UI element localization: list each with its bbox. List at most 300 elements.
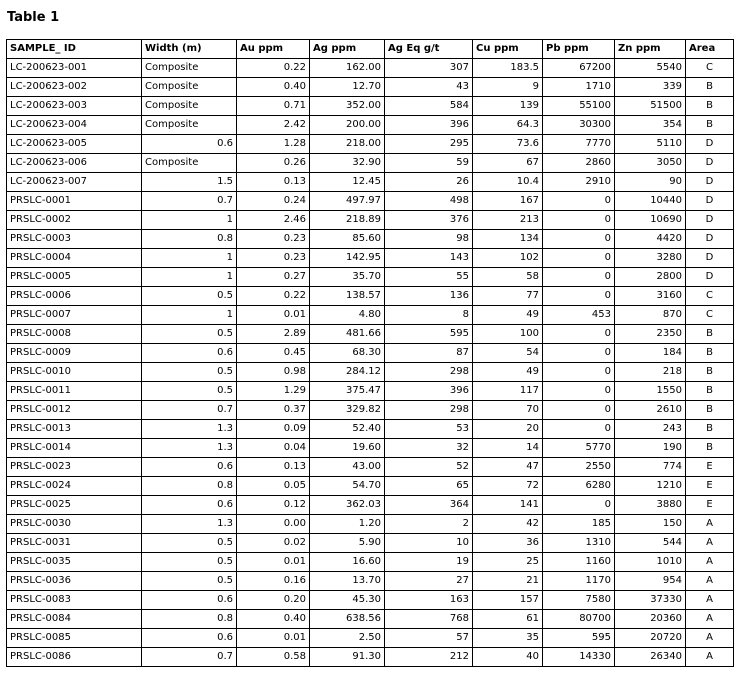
cell-pb-ppm: 0 [543, 211, 615, 230]
cell-au-ppm: 1.28 [237, 135, 310, 154]
column-header-cu-ppm: Cu ppm [473, 40, 543, 59]
cell-zn-ppm: 3880 [615, 496, 686, 515]
cell-pb-ppm: 0 [543, 363, 615, 382]
cell-ag-eq-gt: 595 [385, 325, 473, 344]
cell-zn-ppm: 2350 [615, 325, 686, 344]
cell-ag-ppm: 43.00 [310, 458, 385, 477]
table-row [7, 420, 734, 439]
cell-width-m: 0.7 [142, 401, 237, 420]
table-row [7, 477, 734, 496]
cell-ag-ppm: 142.95 [310, 249, 385, 268]
cell-au-ppm: 0.40 [237, 78, 310, 97]
cell-sample-id: PRSLC-0013 [7, 420, 142, 439]
cell-ag-ppm: 138.57 [310, 287, 385, 306]
cell-area: B [686, 420, 734, 439]
cell-width-m: 0.5 [142, 287, 237, 306]
column-header-zn-ppm: Zn ppm [615, 40, 686, 59]
table-row [7, 515, 734, 534]
cell-sample-id: PRSLC-0012 [7, 401, 142, 420]
cell-cu-ppm: 167 [473, 192, 543, 211]
cell-width-m: 0.8 [142, 477, 237, 496]
cell-zn-ppm: 10440 [615, 192, 686, 211]
cell-ag-ppm: 45.30 [310, 591, 385, 610]
cell-cu-ppm: 49 [473, 363, 543, 382]
cell-zn-ppm: 544 [615, 534, 686, 553]
cell-au-ppm: 2.89 [237, 325, 310, 344]
cell-ag-eq-gt: 768 [385, 610, 473, 629]
cell-au-ppm: 0.12 [237, 496, 310, 515]
cell-sample-id: PRSLC-0009 [7, 344, 142, 363]
cell-cu-ppm: 21 [473, 572, 543, 591]
cell-sample-id: PRSLC-0002 [7, 211, 142, 230]
cell-pb-ppm: 0 [543, 287, 615, 306]
cell-sample-id: PRSLC-0036 [7, 572, 142, 591]
cell-width-m: 0.6 [142, 629, 237, 648]
cell-width-m: 0.5 [142, 553, 237, 572]
cell-ag-ppm: 638.56 [310, 610, 385, 629]
cell-area: B [686, 363, 734, 382]
table-row [7, 135, 734, 154]
cell-sample-id: PRSLC-0006 [7, 287, 142, 306]
cell-area: D [686, 192, 734, 211]
cell-au-ppm: 0.13 [237, 458, 310, 477]
cell-zn-ppm: 1010 [615, 553, 686, 572]
cell-pb-ppm: 6280 [543, 477, 615, 496]
cell-cu-ppm: 58 [473, 268, 543, 287]
cell-au-ppm: 0.09 [237, 420, 310, 439]
column-header-sample-id: SAMPLE_ ID [7, 40, 142, 59]
cell-zn-ppm: 10690 [615, 211, 686, 230]
cell-area: E [686, 496, 734, 515]
cell-ag-ppm: 200.00 [310, 116, 385, 135]
cell-pb-ppm: 185 [543, 515, 615, 534]
cell-area: D [686, 173, 734, 192]
cell-sample-id: LC-200623-003 [7, 97, 142, 116]
cell-au-ppm: 0.04 [237, 439, 310, 458]
cell-area: D [686, 249, 734, 268]
cell-cu-ppm: 70 [473, 401, 543, 420]
cell-pb-ppm: 55100 [543, 97, 615, 116]
cell-area: D [686, 211, 734, 230]
cell-pb-ppm: 0 [543, 401, 615, 420]
cell-zn-ppm: 774 [615, 458, 686, 477]
table-row [7, 173, 734, 192]
cell-ag-eq-gt: 19 [385, 553, 473, 572]
cell-sample-id: PRSLC-0001 [7, 192, 142, 211]
cell-width-m: 1.3 [142, 515, 237, 534]
cell-cu-ppm: 42 [473, 515, 543, 534]
cell-width-m: 0.5 [142, 534, 237, 553]
cell-cu-ppm: 117 [473, 382, 543, 401]
cell-ag-ppm: 497.97 [310, 192, 385, 211]
cell-width-m: Composite [142, 97, 237, 116]
table-row [7, 192, 734, 211]
cell-ag-eq-gt: 53 [385, 420, 473, 439]
cell-area: A [686, 610, 734, 629]
table-row [7, 344, 734, 363]
cell-ag-eq-gt: 396 [385, 382, 473, 401]
cell-ag-eq-gt: 298 [385, 401, 473, 420]
cell-pb-ppm: 80700 [543, 610, 615, 629]
cell-area: B [686, 78, 734, 97]
cell-ag-ppm: 284.12 [310, 363, 385, 382]
cell-ag-eq-gt: 98 [385, 230, 473, 249]
cell-zn-ppm: 20720 [615, 629, 686, 648]
column-header-au-ppm: Au ppm [237, 40, 310, 59]
cell-cu-ppm: 14 [473, 439, 543, 458]
cell-ag-ppm: 16.60 [310, 553, 385, 572]
cell-ag-eq-gt: 498 [385, 192, 473, 211]
table-row [7, 325, 734, 344]
table-row [7, 211, 734, 230]
cell-area: D [686, 135, 734, 154]
cell-area: A [686, 572, 734, 591]
cell-ag-eq-gt: 26 [385, 173, 473, 192]
cell-pb-ppm: 0 [543, 192, 615, 211]
cell-area: D [686, 154, 734, 173]
cell-area: B [686, 116, 734, 135]
cell-ag-ppm: 13.70 [310, 572, 385, 591]
cell-ag-eq-gt: 55 [385, 268, 473, 287]
cell-ag-eq-gt: 52 [385, 458, 473, 477]
cell-ag-eq-gt: 143 [385, 249, 473, 268]
table-row [7, 230, 734, 249]
cell-ag-ppm: 329.82 [310, 401, 385, 420]
cell-au-ppm: 0.24 [237, 192, 310, 211]
cell-ag-ppm: 2.50 [310, 629, 385, 648]
cell-zn-ppm: 5110 [615, 135, 686, 154]
cell-width-m: 0.5 [142, 363, 237, 382]
cell-cu-ppm: 36 [473, 534, 543, 553]
table-row [7, 534, 734, 553]
cell-width-m: 1 [142, 268, 237, 287]
cell-sample-id: LC-200623-004 [7, 116, 142, 135]
cell-pb-ppm: 1160 [543, 553, 615, 572]
cell-area: B [686, 401, 734, 420]
cell-cu-ppm: 72 [473, 477, 543, 496]
cell-pb-ppm: 67200 [543, 59, 615, 78]
cell-cu-ppm: 9 [473, 78, 543, 97]
cell-au-ppm: 0.20 [237, 591, 310, 610]
cell-ag-ppm: 1.20 [310, 515, 385, 534]
cell-pb-ppm: 2860 [543, 154, 615, 173]
cell-width-m: 0.6 [142, 135, 237, 154]
cell-pb-ppm: 0 [543, 325, 615, 344]
cell-zn-ppm: 1550 [615, 382, 686, 401]
cell-width-m: 0.5 [142, 325, 237, 344]
cell-cu-ppm: 47 [473, 458, 543, 477]
table-row [7, 648, 734, 667]
cell-zn-ppm: 51500 [615, 97, 686, 116]
cell-ag-eq-gt: 298 [385, 363, 473, 382]
cell-pb-ppm: 0 [543, 420, 615, 439]
table-title: Table 1 [7, 10, 60, 25]
column-header-area: Area [686, 40, 734, 59]
cell-sample-id: PRSLC-0084 [7, 610, 142, 629]
cell-area: D [686, 230, 734, 249]
cell-width-m: 1.3 [142, 439, 237, 458]
cell-ag-ppm: 362.03 [310, 496, 385, 515]
cell-ag-eq-gt: 163 [385, 591, 473, 610]
cell-cu-ppm: 141 [473, 496, 543, 515]
cell-au-ppm: 0.37 [237, 401, 310, 420]
cell-cu-ppm: 61 [473, 610, 543, 629]
cell-ag-eq-gt: 2 [385, 515, 473, 534]
column-header-width-m: Width (m) [142, 40, 237, 59]
cell-zn-ppm: 150 [615, 515, 686, 534]
cell-ag-ppm: 4.80 [310, 306, 385, 325]
cell-au-ppm: 0.40 [237, 610, 310, 629]
cell-cu-ppm: 102 [473, 249, 543, 268]
cell-area: A [686, 515, 734, 534]
cell-sample-id: PRSLC-0003 [7, 230, 142, 249]
cell-zn-ppm: 26340 [615, 648, 686, 667]
cell-ag-eq-gt: 307 [385, 59, 473, 78]
cell-width-m: 0.8 [142, 610, 237, 629]
cell-au-ppm: 0.98 [237, 363, 310, 382]
table-row [7, 591, 734, 610]
cell-au-ppm: 0.01 [237, 553, 310, 572]
cell-zn-ppm: 870 [615, 306, 686, 325]
cell-zn-ppm: 5540 [615, 59, 686, 78]
cell-sample-id: PRSLC-0007 [7, 306, 142, 325]
cell-sample-id: PRSLC-0025 [7, 496, 142, 515]
cell-ag-ppm: 68.30 [310, 344, 385, 363]
cell-cu-ppm: 157 [473, 591, 543, 610]
table-row [7, 610, 734, 629]
table-row [7, 458, 734, 477]
cell-area: D [686, 268, 734, 287]
assay-results-table [6, 39, 734, 667]
cell-area: E [686, 458, 734, 477]
cell-ag-ppm: 481.66 [310, 325, 385, 344]
cell-sample-id: PRSLC-0031 [7, 534, 142, 553]
cell-au-ppm: 2.46 [237, 211, 310, 230]
cell-ag-ppm: 218.89 [310, 211, 385, 230]
cell-cu-ppm: 213 [473, 211, 543, 230]
cell-cu-ppm: 183.5 [473, 59, 543, 78]
cell-sample-id: LC-200623-002 [7, 78, 142, 97]
cell-sample-id: PRSLC-0008 [7, 325, 142, 344]
cell-sample-id: PRSLC-0005 [7, 268, 142, 287]
cell-area: B [686, 382, 734, 401]
cell-width-m: 1.5 [142, 173, 237, 192]
cell-sample-id: PRSLC-0011 [7, 382, 142, 401]
cell-cu-ppm: 73.6 [473, 135, 543, 154]
cell-sample-id: PRSLC-0086 [7, 648, 142, 667]
cell-width-m: 0.5 [142, 382, 237, 401]
cell-ag-eq-gt: 32 [385, 439, 473, 458]
column-header-ag-eq-gt: Ag Eq g/t [385, 40, 473, 59]
cell-pb-ppm: 14330 [543, 648, 615, 667]
cell-ag-ppm: 91.30 [310, 648, 385, 667]
cell-cu-ppm: 49 [473, 306, 543, 325]
table-row [7, 154, 734, 173]
table-row [7, 382, 734, 401]
table-row [7, 572, 734, 591]
cell-area: A [686, 648, 734, 667]
table-body [7, 59, 734, 667]
cell-ag-eq-gt: 212 [385, 648, 473, 667]
cell-ag-eq-gt: 10 [385, 534, 473, 553]
cell-pb-ppm: 7770 [543, 135, 615, 154]
column-header-pb-ppm: Pb ppm [543, 40, 615, 59]
cell-au-ppm: 0.16 [237, 572, 310, 591]
cell-au-ppm: 2.42 [237, 116, 310, 135]
cell-width-m: 0.6 [142, 344, 237, 363]
cell-pb-ppm: 30300 [543, 116, 615, 135]
table-row [7, 553, 734, 572]
cell-zn-ppm: 3280 [615, 249, 686, 268]
cell-sample-id: LC-200623-007 [7, 173, 142, 192]
cell-au-ppm: 0.13 [237, 173, 310, 192]
header-row [7, 40, 734, 59]
cell-cu-ppm: 64.3 [473, 116, 543, 135]
cell-pb-ppm: 1710 [543, 78, 615, 97]
cell-cu-ppm: 10.4 [473, 173, 543, 192]
cell-cu-ppm: 40 [473, 648, 543, 667]
cell-sample-id: PRSLC-0035 [7, 553, 142, 572]
cell-ag-eq-gt: 27 [385, 572, 473, 591]
cell-ag-ppm: 218.00 [310, 135, 385, 154]
table-row [7, 116, 734, 135]
cell-sample-id: LC-200623-005 [7, 135, 142, 154]
table-row [7, 496, 734, 515]
cell-width-m: 1 [142, 211, 237, 230]
cell-width-m: 0.6 [142, 458, 237, 477]
cell-pb-ppm: 0 [543, 344, 615, 363]
cell-width-m: 1.3 [142, 420, 237, 439]
cell-pb-ppm: 453 [543, 306, 615, 325]
cell-pb-ppm: 0 [543, 268, 615, 287]
cell-area: B [686, 439, 734, 458]
cell-zn-ppm: 90 [615, 173, 686, 192]
cell-area: A [686, 534, 734, 553]
cell-ag-eq-gt: 65 [385, 477, 473, 496]
cell-sample-id: LC-200623-001 [7, 59, 142, 78]
cell-area: C [686, 59, 734, 78]
cell-ag-ppm: 12.45 [310, 173, 385, 192]
cell-sample-id: PRSLC-0083 [7, 591, 142, 610]
cell-width-m: 0.6 [142, 591, 237, 610]
cell-area: C [686, 287, 734, 306]
cell-ag-ppm: 5.90 [310, 534, 385, 553]
cell-au-ppm: 0.26 [237, 154, 310, 173]
cell-zn-ppm: 243 [615, 420, 686, 439]
cell-area: A [686, 629, 734, 648]
cell-width-m: Composite [142, 154, 237, 173]
cell-ag-ppm: 19.60 [310, 439, 385, 458]
table-row [7, 306, 734, 325]
cell-area: E [686, 477, 734, 496]
cell-pb-ppm: 0 [543, 230, 615, 249]
cell-pb-ppm: 7580 [543, 591, 615, 610]
table-row [7, 268, 734, 287]
cell-width-m: 0.5 [142, 572, 237, 591]
cell-au-ppm: 0.22 [237, 59, 310, 78]
cell-ag-ppm: 12.70 [310, 78, 385, 97]
table-row [7, 401, 734, 420]
cell-area: B [686, 344, 734, 363]
cell-ag-eq-gt: 43 [385, 78, 473, 97]
cell-pb-ppm: 595 [543, 629, 615, 648]
cell-ag-ppm: 375.47 [310, 382, 385, 401]
cell-ag-ppm: 32.90 [310, 154, 385, 173]
cell-au-ppm: 0.58 [237, 648, 310, 667]
cell-pb-ppm: 0 [543, 249, 615, 268]
cell-zn-ppm: 4420 [615, 230, 686, 249]
cell-ag-ppm: 52.40 [310, 420, 385, 439]
cell-zn-ppm: 218 [615, 363, 686, 382]
cell-au-ppm: 0.23 [237, 249, 310, 268]
cell-pb-ppm: 0 [543, 496, 615, 515]
cell-zn-ppm: 954 [615, 572, 686, 591]
cell-pb-ppm: 2910 [543, 173, 615, 192]
cell-ag-eq-gt: 295 [385, 135, 473, 154]
cell-zn-ppm: 1210 [615, 477, 686, 496]
cell-au-ppm: 0.45 [237, 344, 310, 363]
cell-area: B [686, 97, 734, 116]
cell-au-ppm: 0.23 [237, 230, 310, 249]
table-row [7, 363, 734, 382]
cell-zn-ppm: 20360 [615, 610, 686, 629]
table-row [7, 439, 734, 458]
cell-zn-ppm: 190 [615, 439, 686, 458]
cell-ag-eq-gt: 87 [385, 344, 473, 363]
table-row [7, 78, 734, 97]
cell-ag-eq-gt: 59 [385, 154, 473, 173]
cell-ag-eq-gt: 136 [385, 287, 473, 306]
table-row [7, 249, 734, 268]
cell-width-m: 0.7 [142, 648, 237, 667]
cell-pb-ppm: 5770 [543, 439, 615, 458]
cell-au-ppm: 1.29 [237, 382, 310, 401]
cell-width-m: 1 [142, 306, 237, 325]
cell-sample-id: PRSLC-0030 [7, 515, 142, 534]
cell-area: A [686, 591, 734, 610]
cell-cu-ppm: 54 [473, 344, 543, 363]
cell-width-m: Composite [142, 59, 237, 78]
cell-width-m: Composite [142, 78, 237, 97]
cell-au-ppm: 0.00 [237, 515, 310, 534]
cell-zn-ppm: 2800 [615, 268, 686, 287]
cell-sample-id: PRSLC-0024 [7, 477, 142, 496]
table-row [7, 629, 734, 648]
table-row [7, 287, 734, 306]
cell-width-m: 0.7 [142, 192, 237, 211]
cell-zn-ppm: 37330 [615, 591, 686, 610]
cell-cu-ppm: 67 [473, 154, 543, 173]
cell-width-m: 0.8 [142, 230, 237, 249]
cell-width-m: 0.6 [142, 496, 237, 515]
cell-cu-ppm: 100 [473, 325, 543, 344]
cell-sample-id: PRSLC-0004 [7, 249, 142, 268]
cell-au-ppm: 0.71 [237, 97, 310, 116]
cell-zn-ppm: 184 [615, 344, 686, 363]
cell-zn-ppm: 339 [615, 78, 686, 97]
cell-width-m: 1 [142, 249, 237, 268]
cell-ag-eq-gt: 8 [385, 306, 473, 325]
cell-sample-id: PRSLC-0010 [7, 363, 142, 382]
column-header-ag-ppm: Ag ppm [310, 40, 385, 59]
cell-ag-ppm: 85.60 [310, 230, 385, 249]
cell-zn-ppm: 2610 [615, 401, 686, 420]
cell-pb-ppm: 1170 [543, 572, 615, 591]
cell-cu-ppm: 25 [473, 553, 543, 572]
cell-ag-ppm: 35.70 [310, 268, 385, 287]
cell-zn-ppm: 354 [615, 116, 686, 135]
cell-width-m: Composite [142, 116, 237, 135]
